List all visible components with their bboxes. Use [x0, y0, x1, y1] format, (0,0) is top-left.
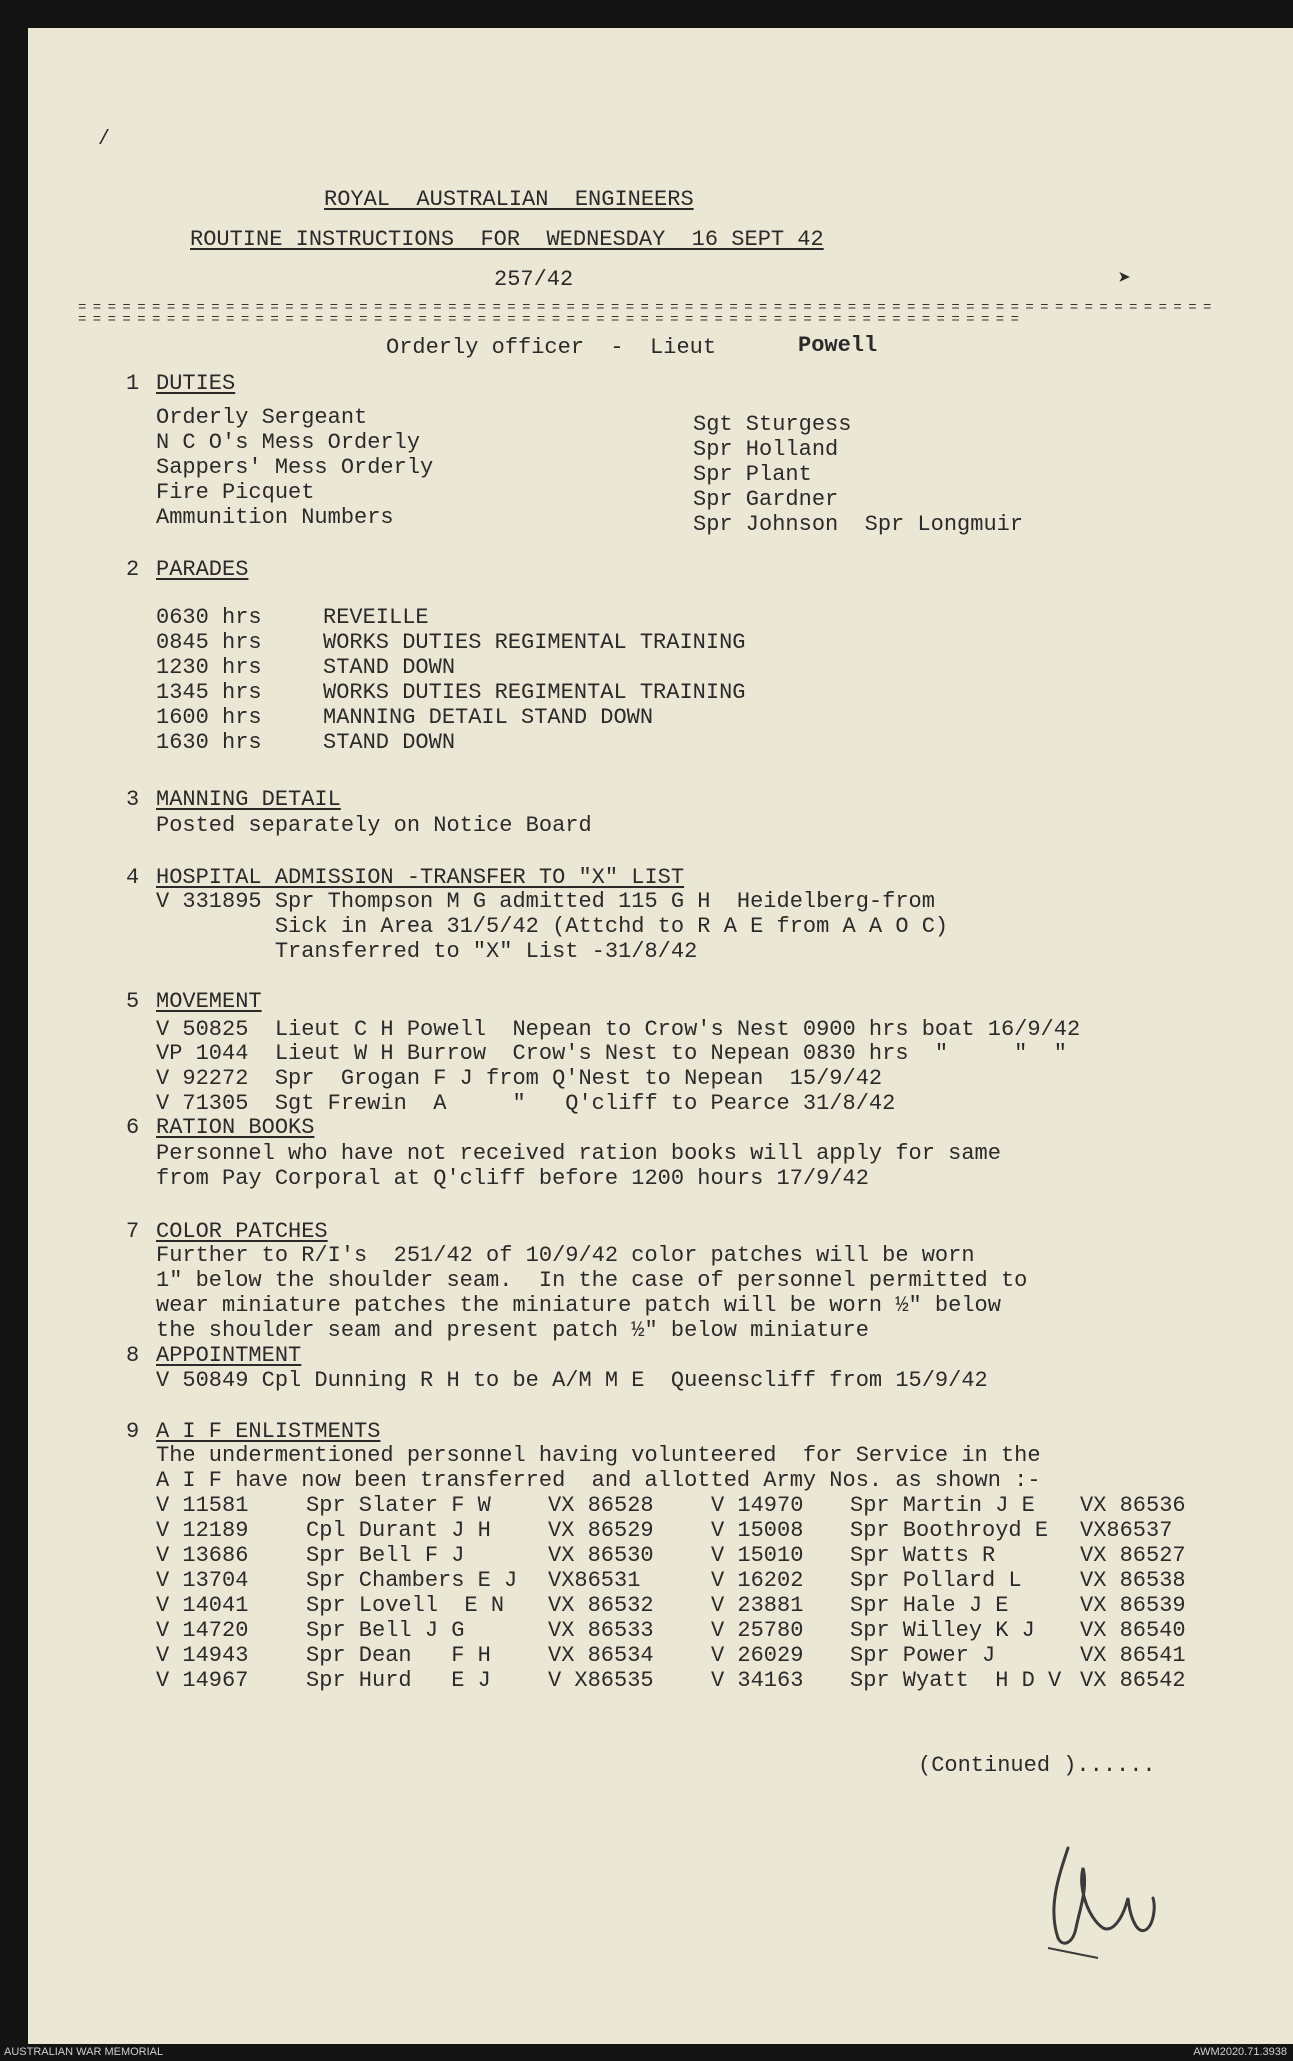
section-body: V 50849 Cpl Dunning R H to be A/M M E Queenscliff from 15/9/42 — [156, 1368, 988, 1393]
separator-rule: = = = = = = = = = = = = = = = = = = = = = = = = = = = = = = = = = = = = = = = = = = = = = = = = = = = = = = = = = = = = = = = = = = = = = = = = = = = = = = = = = = = = = = = = = = = = = = = = = = = = = = = = = = = = = = = = = = = = = = = = = = = = = = = = = = = = = = = = = = = = = — [78, 300, 1211, 328]
duty-person: Spr Holland — [693, 437, 839, 462]
movement-line: V 50825 Lieut C H Powell Nepean to Crow's Nest 0900 hrs boat 16/9/42 — [156, 1017, 1081, 1042]
parade-activity: WORKS DUTIES REGIMENTAL TRAINING — [323, 630, 746, 655]
section-title: MANNING DETAIL — [156, 787, 341, 812]
enlist-name: Spr Slater F W — [306, 1493, 491, 1518]
section-line: 1" below the shoulder seam. In the case of personnel permitted to — [156, 1268, 1028, 1293]
enlist-number: V 14967 — [156, 1668, 249, 1693]
parade-activity: STAND DOWN — [323, 655, 456, 680]
enlist-name: Spr Power J — [850, 1643, 996, 1668]
movement-line: VP 1044 Lieut W H Burrow Crow's Nest to Nepean 0830 hrs " " " — [156, 1041, 1067, 1066]
enlist-number: V 15008 — [711, 1518, 804, 1543]
section-number: 9 — [126, 1419, 140, 1444]
enlist-name: Spr Boothroyd E — [850, 1518, 1049, 1543]
section-line: Transferred to "X" List -31/8/42 — [156, 939, 698, 964]
enlist-number: V 11581 — [156, 1493, 249, 1518]
arrow-mark-icon: ➤ — [1118, 267, 1132, 292]
section-title: PARADES — [156, 557, 249, 582]
enlist-vx-number: VX 86542 — [1080, 1668, 1186, 1693]
archive-reference: AWM2020.71.3938 — [1193, 2046, 1287, 2058]
enlist-number: V 14041 — [156, 1593, 249, 1618]
parade-time: 1600 hrs — [156, 705, 262, 730]
archive-name: AUSTRALIAN WAR MEMORIAL — [4, 2046, 164, 2058]
section-line: wear miniature patches the miniature patch will be worn ½" below — [156, 1293, 1001, 1318]
duty-person: Spr Gardner — [693, 487, 839, 512]
enlist-name: Spr Martin J E — [850, 1493, 1035, 1518]
page-mark: / — [98, 128, 111, 151]
enlist-name: Spr Willey K J — [850, 1618, 1035, 1643]
parade-time: 1230 hrs — [156, 655, 262, 680]
enlist-vx-number: VX 86527 — [1080, 1543, 1186, 1568]
enlist-vx-number: VX86537 — [1080, 1518, 1173, 1543]
duty-person: Sgt Sturgess — [693, 412, 852, 437]
section-number: 6 — [126, 1115, 140, 1140]
enlist-vx-number: VX 86540 — [1080, 1618, 1186, 1643]
enlist-vx-number: V X86535 — [548, 1668, 654, 1693]
enlist-vx-number: VX 86533 — [548, 1618, 654, 1643]
section-title: HOSPITAL ADMISSION -TRANSFER TO "X" LIST — [156, 865, 685, 890]
movement-line: V 71305 Sgt Frewin A " Q'cliff to Pearce 31/8/42 — [156, 1091, 896, 1116]
document-page — [28, 28, 1293, 2044]
enlist-vx-number: VX 86539 — [1080, 1593, 1186, 1618]
section-number: 2 — [126, 557, 140, 582]
enlist-name: Spr Lovell E N — [306, 1593, 505, 1618]
parade-activity: MANNING DETAIL STAND DOWN — [323, 705, 654, 730]
enlist-number: V 25780 — [711, 1618, 804, 1643]
enlist-name: Spr Chambers E J — [306, 1568, 518, 1593]
section-line: Personnel who have not received ration books will apply for same — [156, 1141, 1001, 1166]
header-title: ROYAL AUSTRALIAN ENGINEERS — [324, 187, 694, 212]
section-title: DUTIES — [156, 371, 236, 396]
section-number: 8 — [126, 1343, 140, 1368]
enlist-vx-number: VX 86532 — [548, 1593, 654, 1618]
section-line: from Pay Corporal at Q'cliff before 1200 hours 17/9/42 — [156, 1166, 869, 1191]
handwritten-signature — [1028, 1828, 1188, 1968]
movement-line: V 92272 Spr Grogan F J from Q'Nest to Nepean 15/9/42 — [156, 1066, 883, 1091]
enlist-number: V 14970 — [711, 1493, 804, 1518]
section-number: 7 — [126, 1219, 140, 1244]
duty-role: N C O's Mess Orderly — [156, 430, 421, 455]
enlist-number: V 13686 — [156, 1543, 249, 1568]
enlist-name: Spr Hale J E — [850, 1593, 1009, 1618]
continued-note: (Continued )...... — [918, 1753, 1156, 1778]
section-number: 1 — [126, 371, 140, 396]
enlist-name: Spr Watts R — [850, 1543, 996, 1568]
duty-role: Orderly Sergeant — [156, 405, 368, 430]
parade-time: 1630 hrs — [156, 730, 262, 755]
enlist-vx-number: VX 86528 — [548, 1493, 654, 1518]
enlist-number: V 34163 — [711, 1668, 804, 1693]
section-line: Sick in Area 31/5/42 (Attchd to R A E from A A O C) — [156, 914, 949, 939]
enlist-name: Spr Bell F J — [306, 1543, 465, 1568]
enlist-vx-number: VX 86530 — [548, 1543, 654, 1568]
section-line: Further to R/I's 251/42 of 10/9/42 color patches will be worn — [156, 1243, 975, 1268]
parade-activity: REVEILLE — [323, 605, 429, 630]
orderly-officer-label: Orderly officer - Lieut — [386, 335, 717, 360]
enlist-vx-number: VX 86529 — [548, 1518, 654, 1543]
parade-time: 0630 hrs — [156, 605, 262, 630]
enlist-vx-number: VX 86534 — [548, 1643, 654, 1668]
section-title: RATION BOOKS — [156, 1115, 315, 1140]
orderly-officer-name: Powell — [798, 333, 878, 358]
section-line: V 331895 Spr Thompson M G admitted 115 G H Heidelberg-from — [156, 889, 935, 914]
duty-person: Spr Plant — [693, 462, 812, 487]
duty-role: Ammunition Numbers — [156, 505, 394, 530]
header-subtitle: ROUTINE INSTRUCTIONS FOR WEDNESDAY 16 SEPT 42 — [190, 227, 824, 252]
section-number: 3 — [126, 787, 140, 812]
enlist-number: V 14943 — [156, 1643, 249, 1668]
enlist-name: Spr Wyatt H D V — [850, 1668, 1062, 1693]
section-title: COLOR PATCHES — [156, 1219, 328, 1244]
section-title: A I F ENLISTMENTS — [156, 1419, 381, 1444]
enlist-name: Spr Dean F H — [306, 1643, 491, 1668]
enlist-number: V 15010 — [711, 1543, 804, 1568]
section-number: 4 — [126, 865, 140, 890]
duty-role: Fire Picquet — [156, 480, 315, 505]
section-line: The undermentioned personnel having volunteered for Service in the — [156, 1443, 1041, 1468]
enlist-vx-number: VX 86538 — [1080, 1568, 1186, 1593]
section-line: A I F have now been transferred and allotted Army Nos. as shown :- — [156, 1468, 1041, 1493]
section-body: Posted separately on Notice Board — [156, 813, 592, 838]
duty-person: Spr Johnson Spr Longmuir — [693, 512, 1024, 537]
parade-time: 0845 hrs — [156, 630, 262, 655]
enlist-vx-number: VX 86541 — [1080, 1643, 1186, 1668]
parade-time: 1345 hrs — [156, 680, 262, 705]
duty-role: Sappers' Mess Orderly — [156, 455, 434, 480]
section-number: 5 — [126, 989, 140, 1014]
enlist-name: Spr Bell J G — [306, 1618, 465, 1643]
enlist-number: V 13704 — [156, 1568, 249, 1593]
enlist-number: V 26029 — [711, 1643, 804, 1668]
enlist-number: V 23881 — [711, 1593, 804, 1618]
enlist-number: V 14720 — [156, 1618, 249, 1643]
document-number: 257/42 — [494, 267, 574, 292]
parade-activity: WORKS DUTIES REGIMENTAL TRAINING — [323, 680, 746, 705]
enlist-number: V 16202 — [711, 1568, 804, 1593]
enlist-vx-number: VX 86536 — [1080, 1493, 1186, 1518]
section-title: MOVEMENT — [156, 989, 262, 1014]
section-title: APPOINTMENT — [156, 1343, 302, 1368]
archive-footer — [0, 2044, 1293, 2061]
enlist-name: Spr Hurd E J — [306, 1668, 491, 1693]
enlist-vx-number: VX86531 — [548, 1568, 641, 1593]
enlist-name: Cpl Durant J H — [306, 1518, 491, 1543]
section-line: the shoulder seam and present patch ½" below miniature — [156, 1318, 869, 1343]
parade-activity: STAND DOWN — [323, 730, 456, 755]
enlist-number: V 12189 — [156, 1518, 249, 1543]
enlist-name: Spr Pollard L — [850, 1568, 1022, 1593]
